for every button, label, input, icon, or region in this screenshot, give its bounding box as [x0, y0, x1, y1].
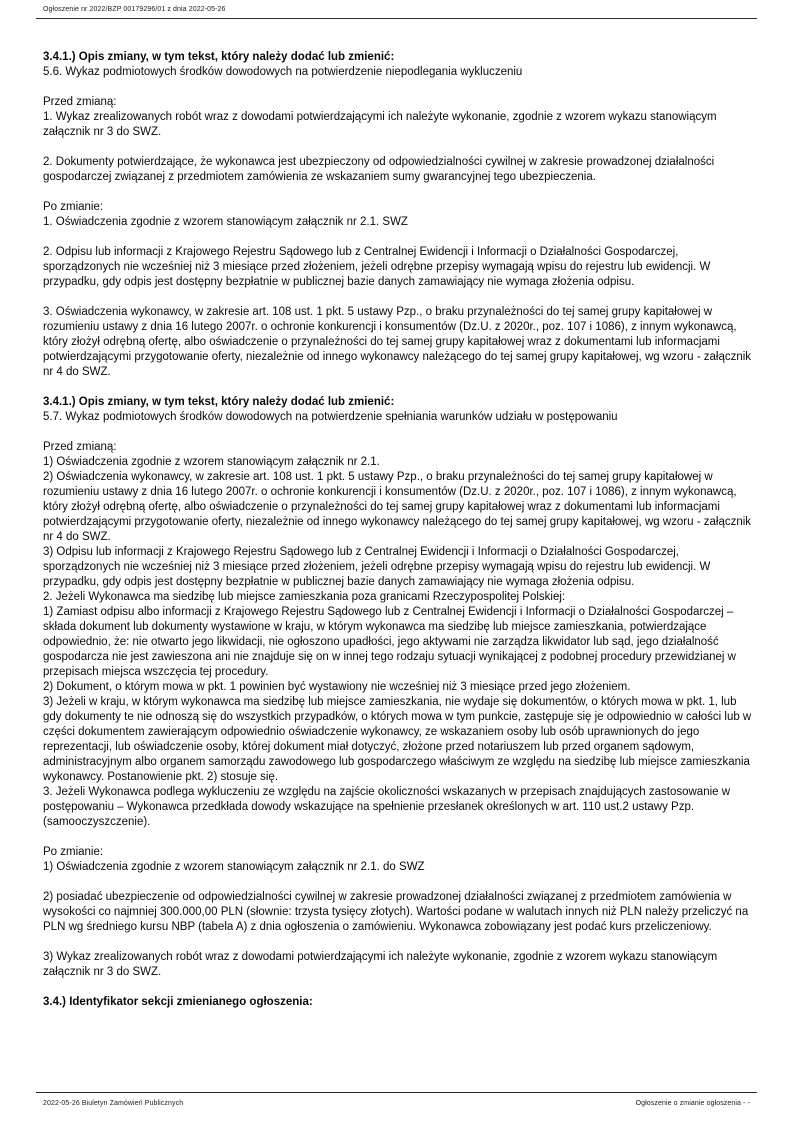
blank-line: [43, 935, 753, 950]
paragraph: 5.6. Wykaz podmiotowych środków dowodowych na potwierdzenie niepodlegania wykluczeniu: [43, 66, 523, 78]
paragraph: 1) Oświadczenia zgodnie z wzorem stanowiącym załącznik nr 2.1. do SWZ: [43, 861, 425, 873]
paragraph: Po zmianie:: [43, 201, 104, 213]
blank-line: [43, 80, 753, 95]
footer-divider: [36, 1092, 757, 1093]
paragraph: 2) posiadać ubezpieczenie od odpowiedzialności cywilnej w zakresie prowadzonej działalności związanej z przedmiotem zamówienia w wysokości co najmniej 300.000,00 PLN (słownie: trzysta tysięcy złotych). Wartości podane w walutach innych niż PLN należy przeliczyć na PLN wg średniego kursu NBP (tabela A) z dnia ogłoszenia o zamówieniu. Wykonawca zobowiązany jest podać kurs przeliczeniowy.: [43, 891, 749, 933]
paragraph: 3. Jeżeli Wykonawca podlega wykluczeniu ze względu na zajście okoliczności wskazanych w przepisach znajdujących zastosowanie w postępowaniu – Wykonawca przedkłada dowody wskazujące na spełnienie przesłanek określonych w art. 110 ust.2 ustawy Pzp. (samooczyszczenie).: [43, 786, 731, 828]
blank-line: [43, 980, 753, 995]
blank-line: [43, 875, 753, 890]
paragraph: Przed zmianą:: [43, 96, 117, 108]
header-announcement-ref: Ogłoszenie nr 2022/BZP 00179296/01 z dnia 2022-05-26: [43, 6, 226, 13]
blank-line: [43, 425, 753, 440]
paragraph: Po zmianie:: [43, 846, 104, 858]
paragraph: 2. Jeżeli Wykonawca ma siedzibę lub miejsce zamieszkania poza granicami Rzeczypospolitej Polskiej:: [43, 591, 566, 603]
section-heading: 3.4.1.) Opis zmiany, w tym tekst, który należy dodać lub zmienić:: [43, 51, 395, 63]
blank-line: [43, 290, 753, 305]
paragraph: 3. Oświadczenia wykonawcy, w zakresie art. 108 ust. 1 pkt. 5 ustawy Pzp., o braku przynależności do tej samej grupy kapitałowej w rozumieniu ustawy z dnia 16 lutego 2007r. o ochronie konkurencji i konsumentów (Dz.U. z 2020r., poz. 107 i 1086), z innym wykonawcą, który złożył odrębną ofertę, albo oświadczenie o przynależności do tej samej grupy kapitałowej wraz z dokumentami lub informacjami potwierdzającymi przygotowanie oferty, niezależnie od innego wykonawcy należącego do tej samej grupy kapitałowej, wg wzoru - załącznik nr 4 do SWZ.: [43, 306, 752, 378]
page-header: [43, 6, 750, 16]
paragraph: 2. Odpisu lub informacji z Krajowego Rejestru Sądowego lub z Centralnej Ewidencji i Informacji o Działalności Gospodarczej, sporządzonych nie wcześniej niż 3 miesiące przed złożeniem, jeżeli odrębne przepisy wymagają wpisu do rejestru lub ewidencji. W przypadku, gdy odpis jest dostępny bezpłatnie w publicznej bazie danych zamawiający nie wymaga złożenia odpisu.: [43, 246, 711, 288]
footer-right-text: Ogłoszenie o zmianie ogłoszenia - -: [635, 1100, 750, 1107]
blank-line: [43, 185, 753, 200]
header-divider: [36, 18, 757, 19]
paragraph: 3) Wykaz zrealizowanych robót wraz z dowodami potwierdzającymi ich należyte wykonanie, zgodnie z wzorem wykazu stanowiącym załącznik nr 3 do SWZ.: [43, 951, 718, 978]
paragraph: 3) Odpisu lub informacji z Krajowego Rejestru Sądowego lub z Centralnej Ewidencji i Informacji o Działalności Gospodarczej, sporządzonych nie wcześniej niż 3 miesiące przed złożeniem, jeżeli odrębne przepisy wymagają wpisu do rejestru lub ewidencji. W przypadku, gdy odpis jest dostępny bezpłatnie w publicznej bazie danych zamawiający nie wymaga złożenia odpisu.: [43, 546, 711, 588]
paragraph: 1. Oświadczenia zgodnie z wzorem stanowiącym załącznik nr 2.1. SWZ: [43, 216, 408, 228]
paragraph: 1) Oświadczenia zgodnie z wzorem stanowiącym załącznik nr 2.1.: [43, 456, 380, 468]
paragraph: 2) Dokument, o którym mowa w pkt. 1 powinien być wystawiony nie wcześniej niż 3 miesiące przed jego złożeniem.: [43, 681, 631, 693]
paragraph: 1) Zamiast odpisu albo informacji z Krajowego Rejestru Sądowego lub z Centralnej Ewidencji i Informacji o Działalności Gospodarczej – składa dokument lub dokumenty wystawione w kraju, w którym wykonawca ma siedzibę lub miejsce zamieszkania, potwierdzające odpowiednio, że: nie otwarto jego likwidacji, nie ogłoszono upadłości, jego aktywami nie zarządza likwidator lub sąd, jego działalność gospodarcza nie jest zawieszona ani nie znajduje się on w innej tego rodzaju sytuacji wynikającej z podobnej procedury przewidzianej w przepisach miejsca wszczęcia tej procedury.: [43, 606, 736, 678]
document-body: [43, 50, 753, 1010]
footer-left-text: 2022-05-26 Biuletyn Zamówień Publicznych: [43, 1100, 184, 1107]
paragraph: 1. Wykaz zrealizowanych robót wraz z dowodami potwierdzającymi ich należyte wykonanie, zgodnie z wzorem wykazu stanowiącym załącznik nr 3 do SWZ.: [43, 111, 717, 138]
blank-line: [43, 380, 753, 395]
blank-line: [43, 230, 753, 245]
paragraph: 5.7. Wykaz podmiotowych środków dowodowych na potwierdzenie spełniania warunków udziału w postępowaniu: [43, 411, 618, 423]
section-heading: 3.4.) Identyfikator sekcji zmienianego ogłoszenia:: [43, 996, 313, 1008]
paragraph: 3) Jeżeli w kraju, w którym wykonawca ma siedzibę lub miejsce zamieszkania, nie wydaje się dokumentów, o których mowa w pkt. 1, lub gdy dokumenty te nie odnoszą się do wszystkich przypadków, o których mowa w tym punkcie, zastępuje się je odpowiednio w całości lub w części dokumentem zawierającym odpowiednio oświadczenie wykonawcy, ze wskazaniem osoby lub osób uprawnionych do jego reprezentacji, lub oświadczenie osoby, której dokument miał dotyczyć, złożone przed notariuszem lub przed organem sądowym, administracyjnym albo organem samorządu zawodowego lub gospodarczego właściwym ze względu na siedzibę lub miejsce zamieszkania wykonawcy. Postanowienie pkt. 2) stosuje się.: [43, 696, 752, 783]
paragraph: Przed zmianą:: [43, 441, 117, 453]
page-footer: [43, 1100, 750, 1107]
blank-line: [43, 140, 753, 155]
blank-line: [43, 830, 753, 845]
paragraph: 2) Oświadczenia wykonawcy, w zakresie art. 108 ust. 1 pkt. 5 ustawy Pzp., o braku przynależności do tej samej grupy kapitałowej w rozumieniu ustawy z dnia 16 lutego 2007r. o ochronie konkurencji i konsumentów (Dz.U. z 2020r., poz. 107 i 1086), z innym wykonawcą, który złożył odrębną ofertę, albo oświadczenie o przynależności do tej samej grupy kapitałowej wraz z dokumentami lub informacjami potwierdzającymi przygotowanie oferty, niezależnie od innego wykonawcy należącego do tej samej grupy kapitałowej, wg wzoru - załącznik nr 4 do SWZ.: [43, 471, 752, 543]
section-heading: 3.4.1.) Opis zmiany, w tym tekst, który należy dodać lub zmienić:: [43, 396, 395, 408]
paragraph: 2. Dokumenty potwierdzające, że wykonawca jest ubezpieczony od odpowiedzialności cywilnej w zakresie prowadzonej działalności gospodarczej związanej z przedmiotem zamówienia ze wskazaniem sumy gwarancyjnej tego ubezpieczenia.: [43, 156, 715, 183]
